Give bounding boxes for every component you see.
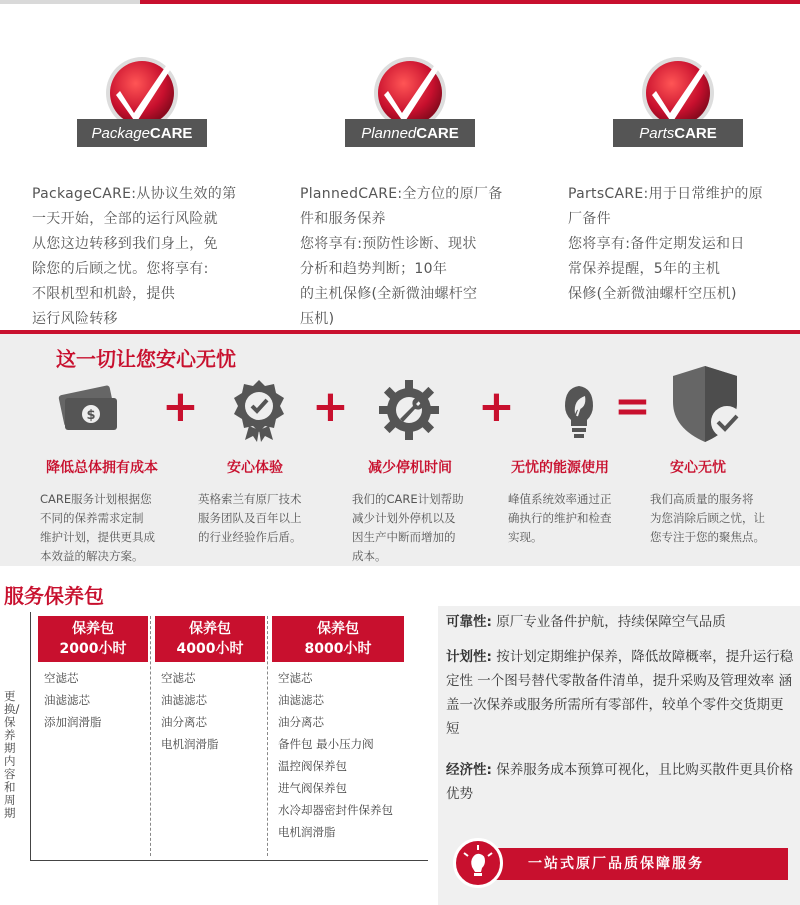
care-line: PlannedCARE:全方位的原厂备 [300, 186, 503, 202]
benefit-item [446, 645, 796, 741]
logo-suffix: CARE [149, 125, 193, 142]
dashed-separator [150, 616, 151, 856]
care-line: 从您这边转移到我们身上，免 [32, 236, 218, 252]
package-item: 油滤滤芯 [278, 693, 324, 707]
feature-line: 减少计划外停机以及 [352, 511, 456, 525]
band-title: 这一切让您安心无忧 [56, 347, 236, 371]
care-line: 除您的后顾之忧。您将享有: [32, 261, 209, 277]
feature-description [650, 490, 785, 547]
package-item: 进气阀保养包 [278, 781, 347, 795]
benefit-label: 可靠性: [446, 614, 492, 630]
package-name: 保养包 [189, 621, 231, 637]
care-column [300, 55, 545, 332]
y-axis [30, 612, 31, 860]
shield-check-icon [665, 362, 745, 446]
feature-line: 因生产中断而增加的 [352, 530, 456, 544]
package-item: 油分离芯 [278, 715, 324, 729]
care-line: 件和服务保养 [300, 211, 386, 227]
package-items [278, 667, 393, 843]
feature-description [40, 490, 175, 566]
feature-title: 减少停机时间 [368, 460, 452, 476]
package-header [155, 616, 265, 662]
care-line: 常保养提醒，5年的主机 [568, 261, 721, 277]
benefit-label: 经济性: [446, 762, 492, 778]
package-item: 电机润滑脂 [278, 825, 336, 839]
care-description [32, 182, 277, 332]
lightbulb-leaf-icon [545, 376, 613, 444]
care-line: 的主机保修(全新微油螺杆空 [300, 286, 478, 302]
service-title: 服务保养包 [4, 584, 104, 608]
svg-text:PartsCARE [639, 125, 717, 142]
feature-line: 为您消除后顾之忧，让 [650, 511, 765, 525]
package-item: 温控阀保养包 [278, 759, 347, 773]
feature-description [352, 490, 487, 566]
package-item: 水冷却器密封件保养包 [278, 803, 393, 817]
package-item: 电机润滑脂 [161, 737, 219, 751]
care-logo [340, 55, 480, 160]
feature-line: 服务团队及百年以上 [198, 511, 302, 525]
feature-line: 维护计划，提供更具成 [40, 530, 155, 544]
package-item: 添加润滑脂 [44, 715, 102, 729]
package-item: 空滤芯 [161, 671, 196, 685]
benefit-text: 保养服务成本预算可视化，且比购买散件更具价格优势 [446, 762, 794, 802]
money-icon [55, 376, 123, 444]
logo-prefix: Package [91, 125, 150, 142]
care-line: 不限机型和机龄，提供 [32, 286, 175, 302]
feature-title: 无忧的能源使用 [511, 460, 609, 476]
spark-lightbulb-icon [453, 838, 503, 888]
plus-sign: + [478, 381, 515, 432]
care-logo [608, 55, 748, 160]
package-item: 油分离芯 [161, 715, 207, 729]
feature-title: 安心无忧 [670, 460, 726, 476]
care-description [300, 182, 545, 332]
package-hours: 2000小时 [59, 641, 127, 657]
feature-line: 不同的保养需求定制 [40, 511, 144, 525]
feature-description [508, 490, 643, 547]
feature-line: 您专注于您的聚焦点。 [650, 530, 765, 544]
logo-prefix: Parts [639, 125, 675, 142]
benefit-text: 按计划定期维护保养，降低故障概率，提升运行稳定性 一个图号替代零散备件清单，提升采购及管理效率 涵盖一次保养或服务所需所有零部件，较单个零件交货期更短 [446, 649, 794, 737]
package-header [38, 616, 148, 662]
package-item: 空滤芯 [44, 671, 79, 685]
care-line: 分析和趋势判断；10年 [300, 261, 448, 277]
care-logo [72, 55, 212, 160]
logo-suffix: CARE [674, 125, 717, 142]
svg-text:$: $ [86, 408, 96, 423]
top-accent-bar [0, 0, 800, 4]
care-column [568, 55, 800, 307]
package-item: 备件包 最小压力阀 [278, 737, 374, 751]
feature-title: 降低总体拥有成本 [46, 460, 158, 476]
x-axis [30, 860, 428, 861]
svg-text:PlannedCARE [361, 125, 459, 142]
package-header [272, 616, 404, 662]
feature-line: 我们的CARE计划帮助 [352, 492, 464, 506]
care-line: PackageCARE:从协议生效的第 [32, 186, 237, 202]
feature-line: CARE服务计划根据您 [40, 492, 152, 506]
benefit-item [446, 758, 796, 806]
logo-prefix: Planned [361, 125, 417, 142]
feature-line: 成本。 [352, 549, 387, 563]
care-line: PartsCARE:用于日常维护的原 [568, 186, 763, 202]
care-line: 您将享有:备件定期发运和日 [568, 236, 745, 252]
logo-suffix: CARE [416, 125, 459, 142]
package-item: 空滤芯 [278, 671, 313, 685]
dashed-separator [267, 616, 268, 856]
care-line: 您将享有:预防性诊断、现状 [300, 236, 477, 252]
plus-sign: + [162, 381, 199, 432]
care-line: 一天开始，全部的运行风险就 [32, 211, 218, 227]
feature-line: 我们高质量的服务将 [650, 492, 754, 506]
feature-line: 的行业经验作后盾。 [198, 530, 302, 544]
feature-description [198, 490, 333, 547]
package-name: 保养包 [72, 621, 114, 637]
package-hours: 4000小时 [176, 641, 244, 657]
equals-sign: = [614, 381, 651, 432]
feature-line: 实现。 [508, 530, 543, 544]
top-red-line [140, 0, 800, 4]
care-column [32, 55, 277, 332]
benefit-label: 计划性: [446, 649, 492, 665]
package-item: 油滤滤芯 [44, 693, 90, 707]
feature-line: 本效益的解决方案。 [40, 549, 144, 563]
plus-sign: + [312, 381, 349, 432]
svg-text:PackageCARE [92, 125, 193, 142]
benefit-item [446, 610, 796, 634]
care-line: 压机) [300, 311, 335, 327]
benefit-text: 原厂专业备件护航，持续保障空气品质 [496, 614, 726, 630]
feature-line: 峰值系统效率通过正 [508, 492, 612, 506]
package-item: 油滤滤芯 [161, 693, 207, 707]
slogan-bar: 一站式原厂品质保障服务 [478, 848, 788, 880]
feature-title: 安心体验 [227, 460, 283, 476]
axis-label: 更换/保养期内容和周期 [4, 689, 20, 820]
care-description [568, 182, 800, 307]
package-name: 保养包 [317, 621, 359, 637]
package-items [44, 667, 102, 733]
feature-line: 英格索兰有原厂技术 [198, 492, 302, 506]
package-hours: 8000小时 [304, 641, 372, 657]
care-line: 运行风险转移 [32, 311, 118, 327]
care-line: 保修(全新微油螺杆空压机) [568, 286, 737, 302]
care-line: 厂备件 [568, 211, 611, 227]
badge-check-icon [225, 376, 293, 444]
feature-line: 确执行的维护和检查 [508, 511, 612, 525]
gear-wrench-icon [375, 376, 443, 444]
package-items [161, 667, 219, 755]
